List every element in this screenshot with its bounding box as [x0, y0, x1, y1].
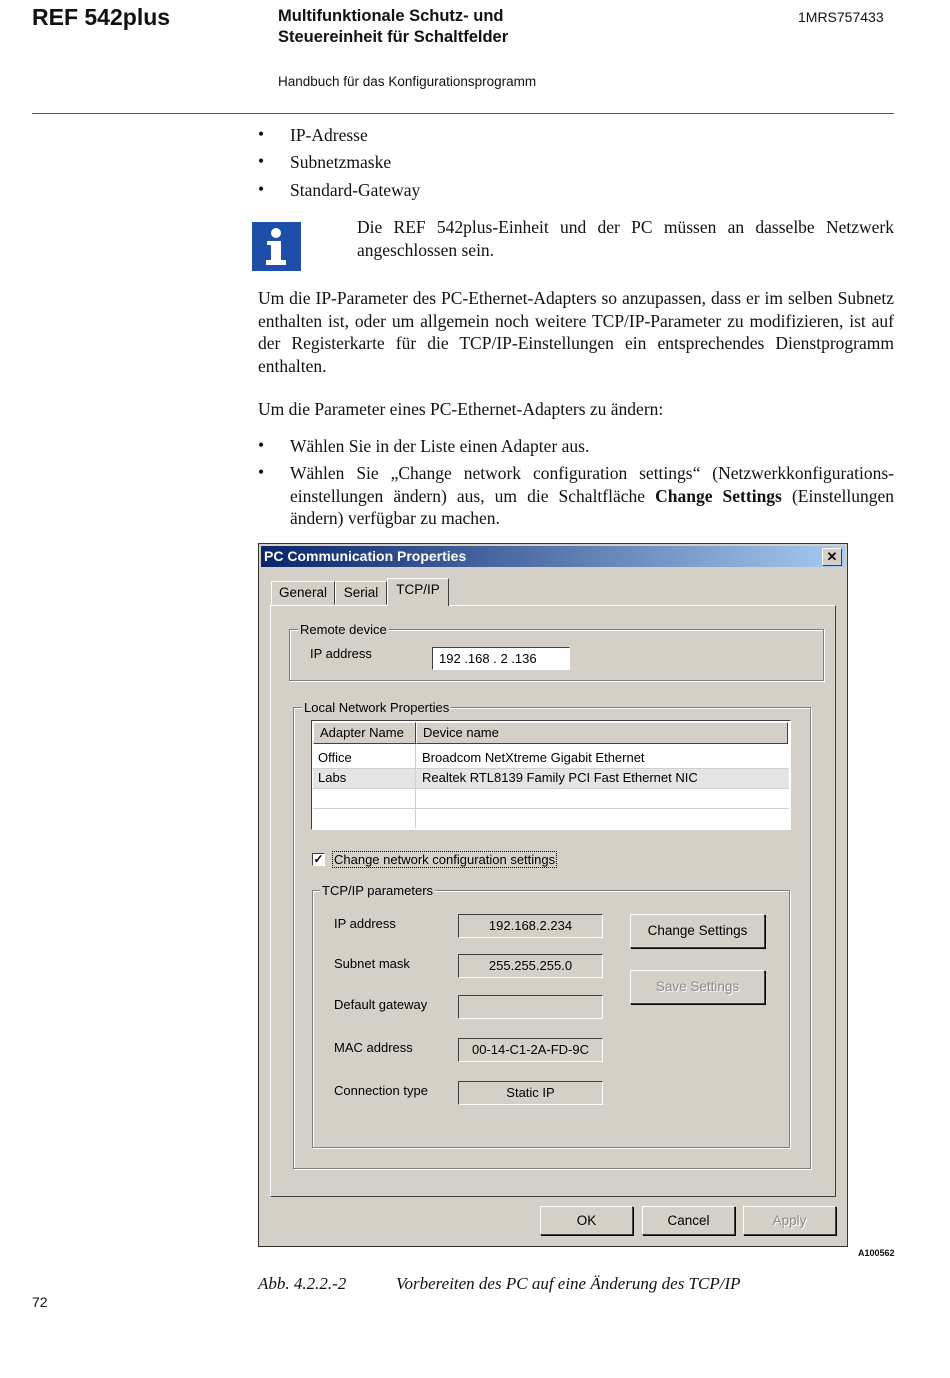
row-divider — [313, 808, 789, 809]
save-settings-button[interactable]: Save Settings — [630, 970, 765, 1004]
bullet-marker: • — [258, 124, 265, 144]
adapter-name-cell: Labs — [318, 770, 347, 785]
title-line-1: Multifunktionale Schutz- und — [278, 7, 504, 25]
column-header-device[interactable]: Device name — [416, 722, 788, 744]
list-item: Standard-Gateway — [290, 180, 421, 200]
row-divider — [313, 768, 789, 769]
connection-type-label: Connection type — [334, 1083, 428, 1098]
adapter-name-cell: Office — [318, 750, 352, 765]
document-subtitle: Handbuch für das Konfigurationsprogramm — [278, 74, 537, 89]
remote-ip-label: IP address — [310, 646, 372, 661]
pc-communication-dialog — [258, 543, 848, 1247]
table-row[interactable] — [313, 768, 789, 788]
bullet-marker: • — [258, 179, 265, 199]
figure-id: A100562 — [858, 1248, 895, 1258]
tcpip-parameters-legend: TCP/IP parameters — [322, 883, 434, 898]
document-title — [278, 6, 598, 48]
product-name: REF 542plus — [32, 4, 171, 30]
apply-button[interactable]: Apply — [743, 1206, 836, 1235]
adapter-list[interactable] — [311, 720, 791, 830]
change-config-checkbox[interactable]: ✓ — [313, 852, 324, 866]
list-item-text: (Einstellungen ändern) verfügbar zu machen. — [290, 485, 895, 528]
document-number: 1MRS757433 — [798, 9, 884, 25]
remote-device-legend: Remote device — [300, 622, 387, 637]
device-name-cell: Realtek RTL8139 Family PCI Fast Ethernet NIC — [422, 770, 698, 785]
mac-address-field: 00-14-C1-2A-FD-9C — [458, 1038, 603, 1062]
page-number: 72 — [32, 1294, 48, 1310]
bullet-marker: • — [258, 151, 265, 171]
tcpip-tab-panel — [270, 605, 836, 1197]
ok-button[interactable]: OK — [540, 1206, 633, 1235]
ip-address-field: 192.168.2.234 — [458, 914, 603, 938]
column-header-adapter[interactable]: Adapter Name — [313, 722, 416, 744]
tab-general[interactable]: General — [271, 581, 335, 605]
list-item: Wählen Sie in der Liste einen Adapter aus. — [290, 436, 590, 456]
paragraph: Um die IP-Parameter des PC-Ethernet-Adapters so anzupassen, dass er im selben Subnetz enthalten ist, oder um allgemein noch weitere TCP/IP-Parameter zu modifizieren, ist auf der Registerkarte für die TCP/IP-Einstellungen ein entsprechendes Dienstprogramm enthalten. — [258, 288, 894, 376]
list-item — [290, 462, 894, 530]
table-row[interactable] — [313, 748, 789, 768]
close-icon[interactable]: ✕ — [822, 548, 842, 566]
connection-type-field: Static IP — [458, 1081, 603, 1105]
cancel-button[interactable]: Cancel — [642, 1206, 735, 1235]
dialog-titlebar — [261, 546, 845, 567]
bullet-marker: • — [258, 435, 265, 455]
change-config-label[interactable]: Change network configuration settings — [334, 852, 556, 867]
ip-address-label: IP address — [334, 916, 396, 931]
bold-term: Change Settings — [655, 485, 782, 506]
list-item: IP-Adresse — [290, 125, 368, 145]
info-icon — [252, 222, 301, 271]
list-item-text: Wählen Sie „Change network configuration settings“ (Netzwerkkonfigurationseinstellungen ändern) aus, um die Schaltfläche — [290, 463, 894, 506]
title-line-2: Steuereinheit für Schaltfelder — [278, 28, 509, 46]
change-settings-button[interactable]: Change Settings — [630, 914, 765, 948]
caption-text: Vorbereiten des PC auf eine Änderung des TCP/IP — [396, 1274, 741, 1293]
local-network-legend: Local Network Properties — [304, 700, 450, 715]
subnet-mask-label: Subnet mask — [334, 956, 410, 971]
dialog-title: PC Communication Properties — [264, 548, 467, 564]
default-gateway-label: Default gateway — [334, 997, 428, 1012]
note-text: Die REF 542plus-Einheit und der PC müssen an dasselbe Netzwerk angeschlossen sein. — [357, 217, 894, 260]
row-divider — [313, 788, 789, 789]
tab-tcpip[interactable]: TCP/IP — [387, 578, 449, 606]
caption-number: Abb. 4.2.2.-2 — [258, 1274, 347, 1293]
column-divider — [415, 744, 416, 828]
tab-serial[interactable]: Serial — [335, 581, 387, 605]
bullet-marker: • — [258, 462, 265, 482]
header-divider — [32, 113, 894, 114]
mac-address-label: MAC address — [334, 1040, 413, 1055]
paragraph: Um die Parameter eines PC-Ethernet-Adapters zu ändern: — [258, 399, 664, 419]
default-gateway-field — [458, 995, 603, 1019]
device-name-cell: Broadcom NetXtreme Gigabit Ethernet — [422, 750, 645, 765]
subnet-mask-field: 255.255.255.0 — [458, 954, 603, 978]
remote-ip-input[interactable]: 192 .168 . 2 .136 — [432, 647, 570, 670]
list-item: Subnetzmaske — [290, 152, 392, 172]
